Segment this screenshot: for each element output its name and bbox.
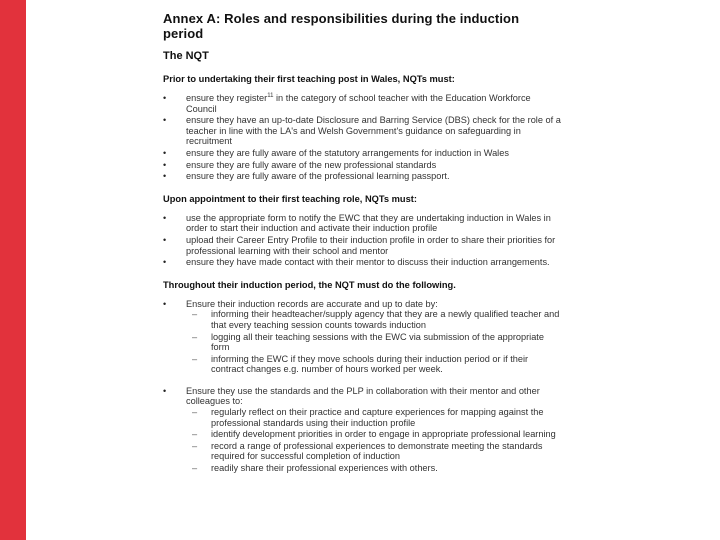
section-heading-throughout: Throughout their induction period, the NQT must do the following. (163, 279, 456, 290)
bullet-icon: • (163, 115, 167, 126)
bullet-icon: • (163, 212, 167, 223)
sub-list-item: – record a range of professional experiences to demonstrate meeting the standards required for successful completion of induction (192, 440, 543, 462)
sub-list-item: – informing their headteacher/supply agency that they are a newly qualified teacher and that every teaching session counts towards induction (192, 309, 560, 330)
appointment-list (163, 213, 563, 268)
list-item: • ensure they are fully aware of the statutory arrangements for induction in Wales (163, 147, 509, 158)
list-item: • ensure they are fully aware of the new professional standards (163, 159, 437, 170)
dash-icon: – (192, 407, 198, 418)
list-item: • upload their Career Entry Profile to their induction profile in order to share their priorities for professional learning with their school and mentor (163, 234, 556, 256)
sub-list-item: – readily share their professional experiences with others. (192, 463, 438, 474)
section-heading-appointment: Upon appointment to their first teaching role, NQTs must: (163, 193, 417, 204)
bullet-icon: • (163, 234, 167, 245)
sub-list-item: – informing the EWC if they move schools during their induction period or if their contract changes e.g. number of hours worked per week. (192, 353, 529, 375)
sub-list-item: – identify development priorities in order to engage in appropriate professional learning (192, 429, 556, 440)
bullet-icon: • (163, 385, 167, 396)
list-item: • ensure they register$^{11}$ in the category of school teacher with the Education Workforce Council (163, 92, 531, 114)
red-side-bar (0, 0, 26, 540)
throughout-list (163, 299, 563, 474)
bullet-icon: • (163, 147, 167, 158)
bullet-icon: • (163, 171, 167, 182)
spacer (163, 376, 563, 385)
sub-list (186, 309, 563, 375)
dash-icon: – (192, 429, 198, 440)
sub-list-item: – regularly reflect on their practice and capture experiences for mapping against the professional standards using their induction profile (192, 407, 544, 428)
dash-icon: – (192, 353, 198, 364)
prior-list (163, 93, 563, 182)
document-title: Annex A: Roles and responsibilities during the induction period (163, 11, 520, 41)
list-item: • ensure they are fully aware of the professional learning passport. (163, 171, 450, 182)
section-subtitle: The NQT (163, 50, 209, 62)
document-page (163, 11, 563, 486)
sub-list (186, 407, 563, 474)
list-item: • Ensure they use the standards and the PLP in collaboration with their mentor and other colleagues to: – regularly reflect on their practice and capture experiences for mapping against the professional standards using their induction profile – identify development priorities in order to engage in appropriate professional learning – record a range of professional experiences to demonstrate meeting the standards required for successful completion of induction – readily share their professional experiences with others. (163, 386, 563, 474)
dash-icon: – (192, 331, 198, 342)
bullet-icon: • (163, 257, 167, 268)
sub-list-item: – logging all their teaching sessions with the EWC via submission of the appropriate form (192, 331, 544, 353)
dash-icon: – (192, 440, 198, 451)
bullet-icon: • (163, 159, 167, 170)
dash-icon: – (192, 463, 198, 474)
list-item: • Ensure their induction records are accurate and up to date by: – informing their headteacher/supply agency that they are a newly qualified teacher and that every teaching session counts towards induction – logging all their teaching sessions with the EWC via submission of the appropriate form – informing the EWC if they move schools during their induction period or if their contract changes e.g. number of hours worked per week. (163, 299, 563, 375)
bullet-icon: • (163, 298, 167, 309)
section-heading-prior: Prior to undertaking their first teaching post in Wales, NQTs must: (163, 74, 455, 84)
list-item: • use the appropriate form to notify the EWC that they are undertaking induction in Wales in order to start their induction and activate their induction profile (163, 212, 551, 234)
bullet-icon: • (163, 93, 167, 103)
list-item: • ensure they have made contact with their mentor to discuss their induction arrangements. (163, 257, 550, 268)
list-item: • ensure they have an up-to-date Disclosure and Barring Service (DBS) check for the role of a teacher in line with the LA's and Welsh Government's guidance on safeguarding in recruitment (163, 115, 561, 147)
footnote-ref: 11 (267, 92, 274, 99)
dash-icon: – (192, 309, 198, 320)
